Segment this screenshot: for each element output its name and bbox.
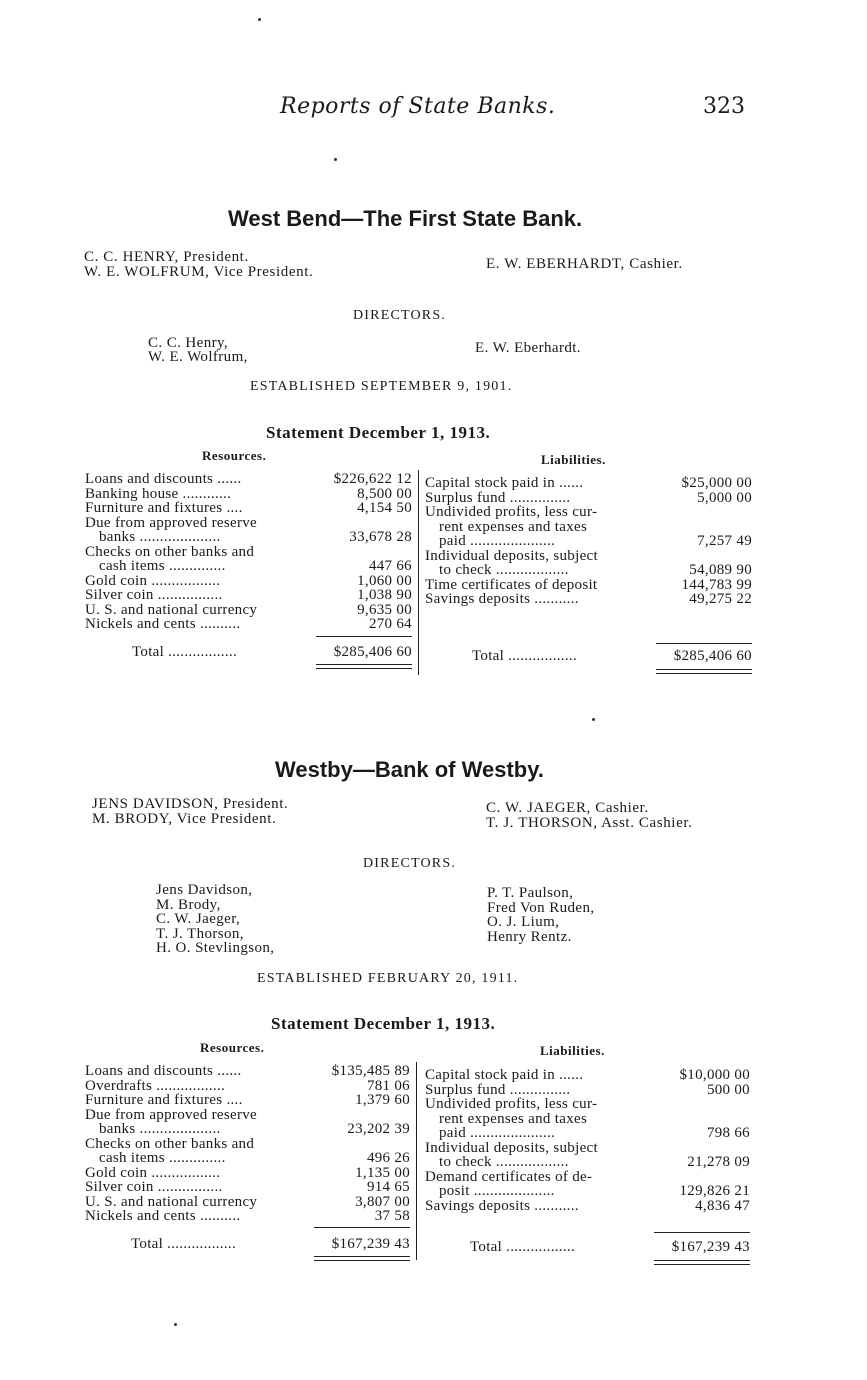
row-label: paid ..................... [439,1125,556,1141]
row-amount: 9,635 00 [357,601,412,618]
row-amount: 129,826 21 [679,1183,750,1199]
row-label: Due from approved reserve [85,1106,258,1123]
row-label: rent expenses and taxes [439,518,588,535]
total-amount: $285,406 60 [333,644,412,660]
director-name: T. J. Thorson, [156,925,244,942]
row-amount: 781 06 [366,1077,410,1094]
row-label: Overdrafts ................. [85,1077,226,1094]
print-speck [258,18,261,21]
total-rule [656,643,752,644]
row-label: Surplus fund ............... [425,1081,571,1098]
double-rule [314,1256,410,1257]
row-amount: 54,089 90 [689,562,752,578]
row-label: Capital stock paid in ...... [425,475,584,491]
row-label: cash items .............. [99,1150,226,1166]
row-amount: 23,202 39 [347,1121,410,1137]
row-label: Checks on other banks and [85,543,255,560]
row-amount: 500 00 [706,1081,750,1098]
double-rule [316,668,412,669]
officer-left: W. E. WOLFRUM, Vice President. [84,264,314,280]
row-label: U. S. and national currency [85,601,258,618]
total-rule [316,636,412,637]
row-amount: 7,257 49 [697,533,752,549]
row-amount: 914 65 [366,1179,410,1195]
row-amount: 8,500 00 [357,485,412,502]
row-label: Individual deposits, subject [425,547,598,564]
double-rule [656,673,752,674]
total-label: Total ................. [132,644,238,660]
row-amount: 3,807 00 [355,1193,410,1210]
director-name: P. T. Paulson, [487,885,574,901]
row-amount: 447 66 [368,558,412,574]
total-rule [314,1227,410,1228]
director-name: Henry Rentz. [487,928,572,945]
row-label: Undivided profits, less cur- [425,1096,598,1112]
row-label: Demand certificates of de- [425,1168,593,1185]
row-amount: 270 64 [368,616,412,632]
row-label: U. S. and national currency [85,1193,258,1210]
total-label: Total ................. [470,1239,576,1255]
row-amount: $25,000 00 [681,475,752,491]
double-rule [316,664,412,665]
row-amount: $135,485 89 [331,1063,410,1079]
row-label: Gold coin ................. [85,1164,221,1181]
row-amount: 49,275 22 [689,591,752,607]
row-label: Gold coin ................. [85,572,221,589]
row-amount: 5,000 00 [697,489,752,506]
director-name: C. W. Jaeger, [156,911,241,927]
row-label: Silver coin ................ [85,1179,223,1195]
row-label: posit .................... [439,1183,555,1199]
row-label: Furniture and fixtures .... [85,1092,243,1108]
row-label: Checks on other banks and [85,1135,255,1152]
row-label: cash items .............. [99,558,226,574]
row-label: Savings deposits ........... [425,1197,579,1214]
double-rule [654,1264,750,1265]
director-name: M. Brody, [156,896,221,913]
row-amount: 1,135 00 [355,1164,410,1181]
officer-left: JENS DAVIDSON, President. [92,796,289,812]
row-label: Loans and discounts ...... [85,1063,242,1079]
running-header-title: Reports of State Banks. [280,94,556,119]
column-divider [416,1062,417,1260]
director-name: Fred Von Ruden, [487,899,595,916]
resources-heading: Resources. [202,448,267,463]
director-name: W. E. Wolfrum, [148,349,248,365]
officer-left: M. BRODY, Vice President. [92,811,277,827]
total-amount: $167,239 43 [671,1239,750,1255]
double-rule [654,1260,750,1261]
officer-left: C. C. HENRY, President. [84,249,249,265]
row-label: paid ..................... [439,533,556,549]
row-amount: 4,836 47 [695,1197,750,1214]
established-date: ESTABLISHED SEPTEMBER 9, 1901. [250,379,513,394]
liabilities-heading: Liabilities. [540,1043,605,1058]
director-name: O. J. Lium, [487,914,560,930]
row-amount: 37 58 [374,1208,410,1224]
established-date: ESTABLISHED FEBRUARY 20, 1911. [257,971,519,986]
statement-heading: Statement December 1, 1913. [266,423,491,442]
row-label: to check .................. [439,562,569,578]
row-amount: $10,000 00 [679,1067,750,1083]
officer-right: E. W. EBERHARDT, Cashier. [486,256,683,272]
row-amount: 4,154 50 [357,500,412,516]
print-speck [174,1323,177,1326]
bank-title: West Bend—The First State Bank. [228,206,583,231]
double-rule [656,669,752,670]
director-name: E. W. Eberhardt. [475,340,581,356]
total-amount: $167,239 43 [331,1236,410,1252]
officer-right: T. J. THORSON, Asst. Cashier. [486,815,693,831]
row-label: banks .................... [99,529,221,545]
director-name: C. C. Henry, [148,335,229,351]
column-divider [418,470,419,675]
row-label: Furniture and fixtures .... [85,500,243,516]
page-number: 323 [703,94,745,119]
row-label: Savings deposits ........... [425,591,579,607]
row-label: Nickels and cents .......... [85,1208,241,1224]
row-label: Capital stock paid in ...... [425,1067,584,1083]
row-amount: 21,278 09 [687,1154,750,1170]
director-name: Jens Davidson, [156,882,253,898]
row-label: Individual deposits, subject [425,1139,598,1156]
row-amount: 496 26 [366,1150,410,1166]
double-rule [314,1260,410,1261]
row-amount: 1,038 90 [357,587,412,603]
row-label: Nickels and cents .......... [85,616,241,632]
bank-title: Westby—Bank of Westby. [275,757,544,782]
resources-heading: Resources. [200,1040,265,1055]
statement-heading: Statement December 1, 1913. [271,1014,496,1033]
print-speck [592,718,595,721]
row-label: Time certificates of deposit [425,576,598,593]
directors-heading: DIRECTORS. [363,856,457,871]
row-label: Undivided profits, less cur- [425,504,598,520]
row-label: Loans and discounts ...... [85,471,242,487]
row-amount: 1,060 00 [357,572,412,589]
total-label: Total ................. [472,648,578,664]
total-label: Total ................. [131,1236,237,1252]
row-amount: 33,678 28 [349,529,412,545]
row-label: to check .................. [439,1154,569,1170]
row-label: banks .................... [99,1121,221,1137]
directors-heading: DIRECTORS. [353,308,447,323]
print-speck [334,158,337,161]
row-amount: 144,783 99 [681,576,752,593]
row-amount: 1,379 60 [355,1092,410,1108]
row-label: Surplus fund ............... [425,489,571,506]
row-label: Banking house ............ [85,485,232,502]
total-amount: $285,406 60 [673,648,752,664]
row-label: rent expenses and taxes [439,1110,588,1127]
director-name: H. O. Stevlingson, [156,940,275,956]
row-label: Silver coin ................ [85,587,223,603]
row-amount: $226,622 12 [333,471,412,487]
liabilities-heading: Liabilities. [541,452,606,467]
row-label: Due from approved reserve [85,514,258,531]
total-rule [654,1232,750,1233]
row-amount: 798 66 [706,1125,750,1141]
officer-right: C. W. JAEGER, Cashier. [486,800,649,816]
